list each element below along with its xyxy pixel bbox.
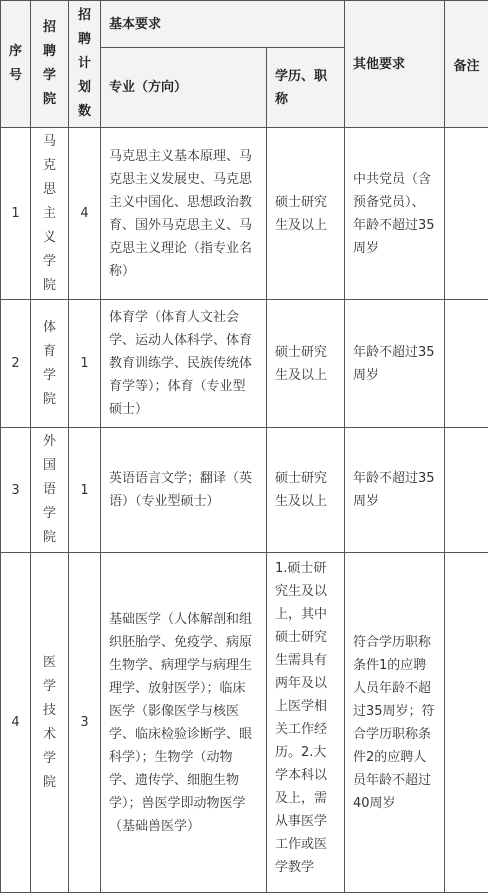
row-remark: [445, 428, 488, 553]
table-row: [1, 428, 488, 553]
row-seq: 4: [1, 553, 31, 893]
header-seq: 序号: [1, 1, 31, 128]
row-degree: 硕士研究生及以上: [267, 428, 345, 553]
row-other: 年龄不超过35周岁: [345, 428, 445, 553]
row-college: 马克思主义学院: [31, 128, 69, 300]
row-seq: 1: [1, 128, 31, 300]
row-plan: 1: [69, 428, 101, 553]
row-other: 年龄不超过35周岁: [345, 300, 445, 428]
row-major: 马克思主义基本原理、马克思主义发展史、马克思主义中国化、思想政治教育、国外马克思主义、马克思主义理论（指专业名称）: [101, 128, 267, 300]
row-college: 体育学院: [31, 300, 69, 428]
row-remark: [445, 553, 488, 893]
header-college: 招聘学院: [31, 1, 69, 128]
row-remark: [445, 300, 488, 428]
row-remark: [445, 128, 488, 300]
header-other: 其他要求: [345, 1, 445, 128]
row-major: 体育学（体育人文社会学、运动人体科学、体育教育训练学、民族传统体育学等）；体育（专业型硕士）: [101, 300, 267, 428]
row-college: 医学技术学院: [31, 553, 69, 893]
header-major: 专业（方向）: [101, 48, 267, 128]
header-basic: 基本要求: [101, 1, 345, 48]
row-plan: 4: [69, 128, 101, 300]
row-other: 符合学历职称条件1的应聘人员年龄不超过35周岁；符合学历职称条件2的应聘人员年龄不超过40周岁: [345, 553, 445, 893]
table-row: [1, 128, 488, 300]
row-other: 中共党员（含预备党员）、年龄不超过35周岁: [345, 128, 445, 300]
row-seq: 2: [1, 300, 31, 428]
header-degree: 学历、职称: [267, 48, 345, 128]
row-degree: 硕士研究生及以上: [267, 128, 345, 300]
row-plan: 3: [69, 553, 101, 893]
row-seq: 3: [1, 428, 31, 553]
row-major: 基础医学（人体解剖和组织胚胎学、免疫学、病原生物学、病理学与病理生理学、放射医学）；临床医学（影像医学与核医学、临床检验诊断学、眼科学）；生物学（动物学、遗传学、细胞生物学）；兽医学即动物医学（基础兽医学）: [101, 553, 267, 893]
row-degree: 1.硕士研究生及以上，其中硕士研究生需具有两年及以上医学相关工作经历。2.大学本科以及上，需从事医学工作或医学教学: [267, 553, 345, 893]
table-row: [1, 553, 488, 893]
row-degree: 硕士研究生及以上: [267, 300, 345, 428]
row-major: 英语语言文学；翻译（英语）（专业型硕士）: [101, 428, 267, 553]
row-college: 外国语学院: [31, 428, 69, 553]
header-remark: 备注: [445, 1, 488, 128]
row-plan: 1: [69, 300, 101, 428]
table-row: [1, 300, 488, 428]
header-plan: 招聘计划数: [69, 1, 101, 128]
